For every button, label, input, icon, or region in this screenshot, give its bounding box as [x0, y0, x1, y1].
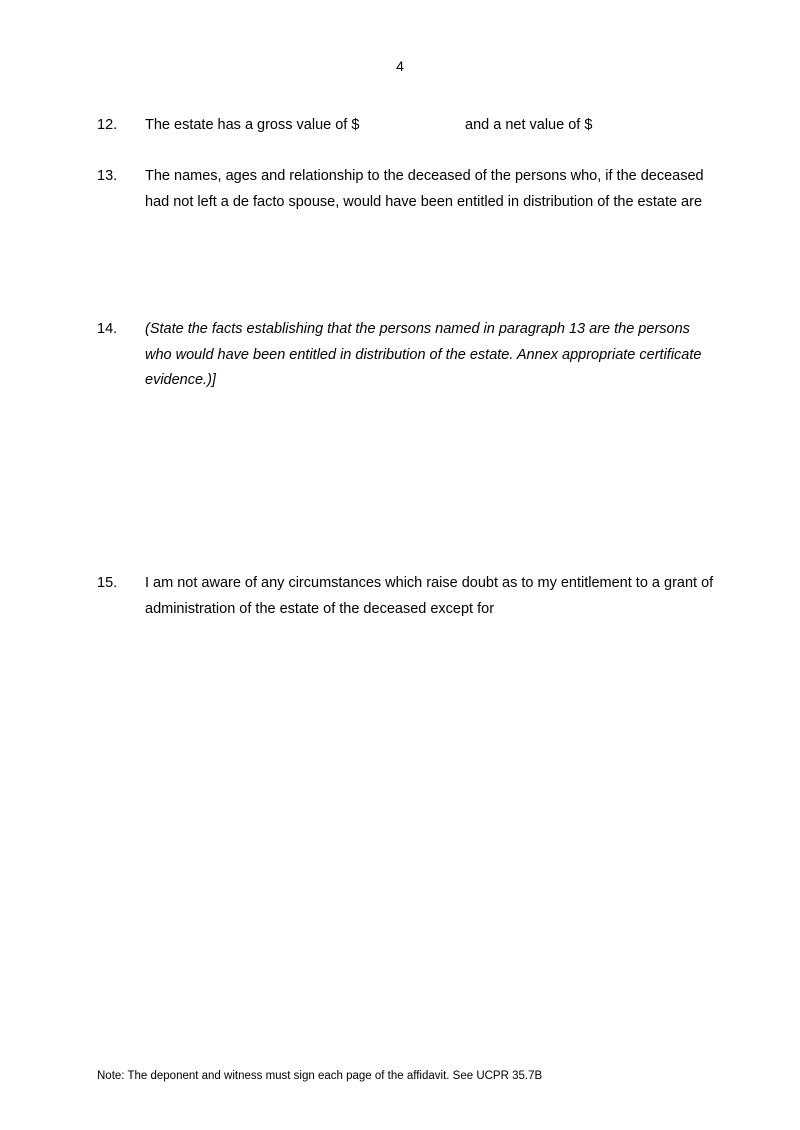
paragraph-13	[97, 164, 717, 215]
paragraph-instruction-text: (State the facts establishing that the persons named in paragraph 13 are the persons who would have been entitled in distribution of the estate. Annex appropriate certificate evidence.)]	[145, 321, 702, 388]
paragraph-text: I am not aware of any circumstances which raise doubt as to my entitlement to a grant of administration of the estate of the deceased except for	[145, 575, 714, 617]
net-value-label: and a net value of $	[465, 117, 593, 133]
page-number: 4	[396, 58, 404, 74]
paragraph-15	[97, 571, 717, 622]
paragraph-text: The names, ages and relationship to the deceased of the persons who, if the deceased had not left a de facto spouse, would have been entitled in distribution of the estate are	[145, 168, 704, 210]
paragraph-number: 13.	[97, 168, 118, 184]
paragraph-number: 14.	[97, 321, 118, 337]
paragraph-number: 15.	[97, 575, 118, 591]
paragraph-number: 12.	[97, 117, 118, 133]
gross-value-label: The estate has a gross value of $	[145, 117, 360, 133]
footer-note: Note: The deponent and witness must sign each page of the affidavit. See UCPR 35.7B	[97, 1070, 543, 1082]
paragraph-14	[97, 317, 717, 394]
